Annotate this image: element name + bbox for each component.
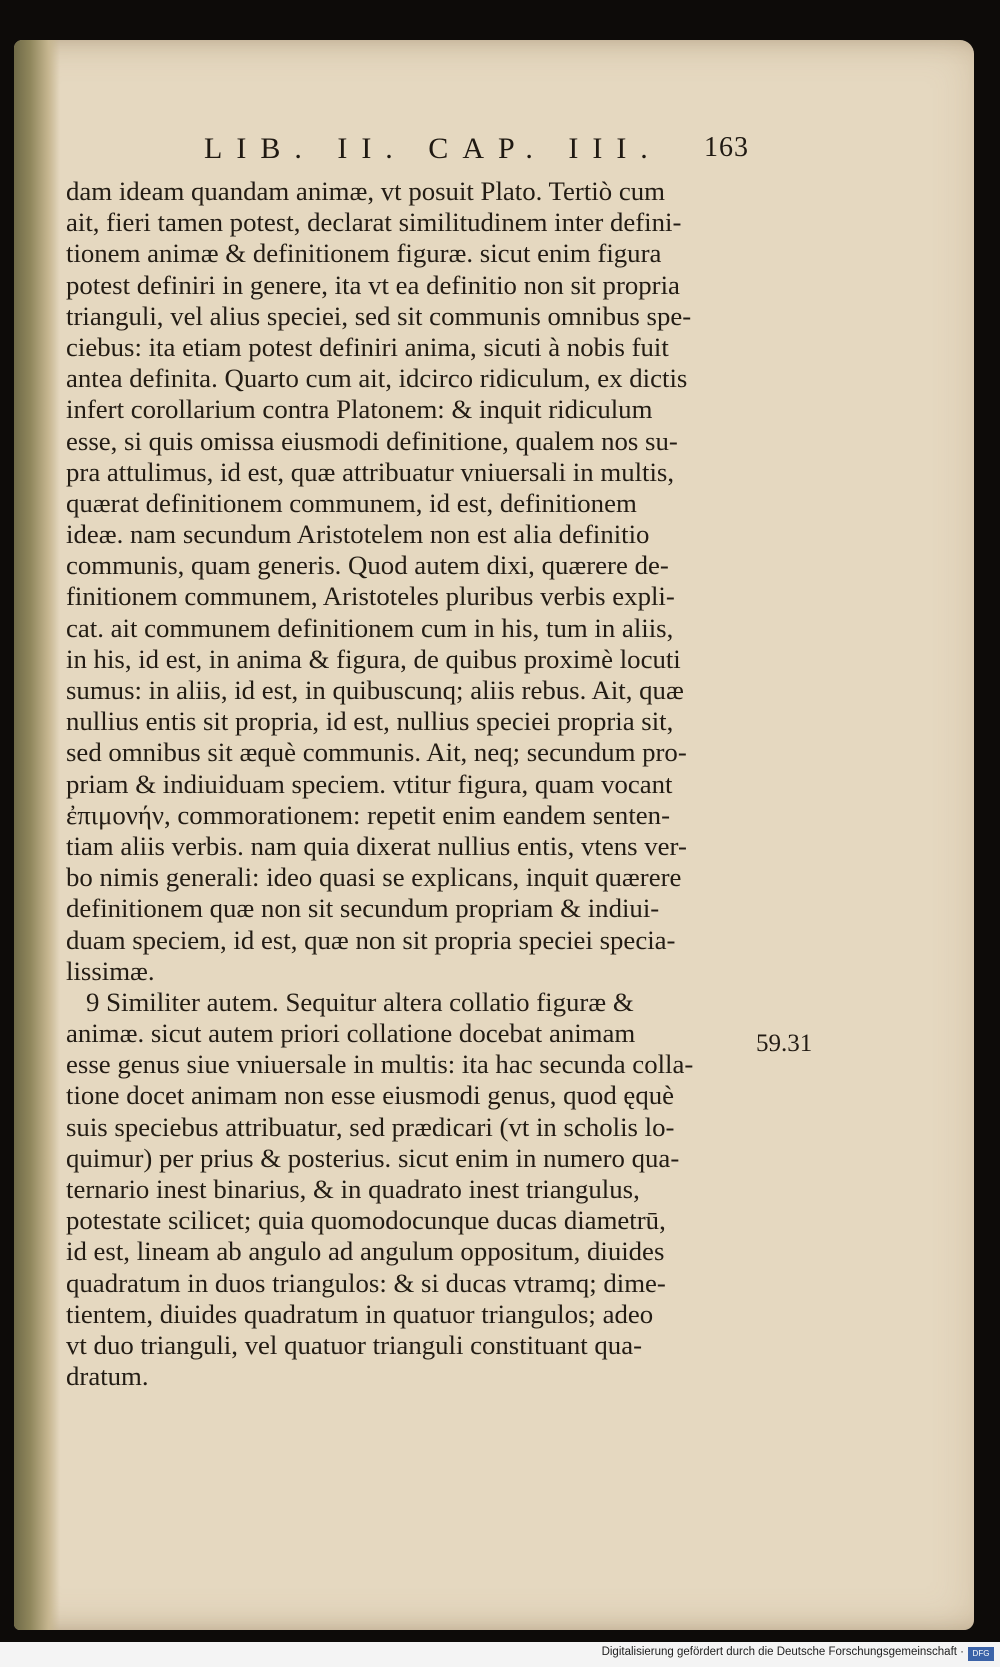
text-line: lissimæ. xyxy=(66,955,155,986)
running-head: LIB. II. CAP. III. xyxy=(204,132,662,165)
text-line: esse, si quis omissa eiusmodi definitione, qualem nos su- xyxy=(66,425,678,456)
text-line: duam speciem, id est, quæ non sit propria speciei specia- xyxy=(66,924,676,955)
page-number: 163 xyxy=(704,132,749,163)
text-line: trianguli, vel alius speciei, sed sit communis omnibus spe- xyxy=(66,300,692,331)
text-line: infert corollarium contra Platonem: & inquit ridiculum xyxy=(66,394,653,425)
text-line: tientem, diuides quadratum in quatuor triangulos; adeo xyxy=(66,1298,654,1329)
text-line: ciebus: ita etiam potest definiri anima, sicuti à nobis fuit xyxy=(66,331,669,362)
text-line: ἐπιμονήν, commorationem: repetit enim eandem senten- xyxy=(66,799,670,830)
text-line: bo nimis generali: ideo quasi se explicans, inquit quærere xyxy=(66,862,682,893)
text-line: quimur) per prius & posterius. sicut enim in numero qua- xyxy=(66,1142,680,1173)
text-line: esse genus siue vniuersale in multis: ita hac secunda colla- xyxy=(66,1049,694,1080)
footer-strip xyxy=(0,1642,1000,1667)
text-line: quærat definitionem communem, id est, definitionem xyxy=(66,487,637,518)
text-line: cat. ait communem definitionem cum in his, tum in aliis, xyxy=(66,612,674,643)
text-line: id est, lineam ab angulo ad angulum oppositum, diuides xyxy=(66,1236,665,1267)
text-line: quadratum in duos triangulos: & si ducas vtramq; dime- xyxy=(66,1267,666,1298)
text-line: potestate scilicet; quia quomodocunque ducas diametrū, xyxy=(66,1205,666,1236)
binding-gutter xyxy=(14,40,60,1630)
text-line: priam & indiuiduam speciem. vtitur figura, quam vocant xyxy=(66,768,673,799)
text-line: animæ. sicut autem priori collatione docebat animam xyxy=(66,1018,636,1049)
text-line: finitionem communem, Aristoteles pluribus verbis expli- xyxy=(66,581,675,612)
text-line: sumus: in aliis, id est, in quibuscunq; aliis rebus. Ait, quæ xyxy=(66,675,684,705)
text-line: dratum. xyxy=(66,1361,149,1392)
text-line: vt duo trianguli, vel quatuor trianguli constituant qua- xyxy=(66,1329,643,1360)
text-line: ideæ. nam secundum Aristotelem non est alia definitio xyxy=(66,519,650,550)
text-line: suis speciebus attribuatur, sed prædicari (vt in scholis lo- xyxy=(66,1111,675,1142)
text-line: nullius entis sit propria, id est, nullius speciei propria sit, xyxy=(66,706,674,737)
dfg-logo-icon: DFG xyxy=(968,1647,994,1661)
text-block xyxy=(66,176,746,1392)
text-line: definitionem quæ non sit secundum propriam & indiui- xyxy=(66,893,660,924)
text-line: antea definita. Quarto cum ait, idcirco ridiculum, ex dictis xyxy=(66,363,688,394)
text-line: dam ideam quandam animæ, vt posuit Plato. Tertiò cum xyxy=(66,176,665,206)
book-page xyxy=(14,40,974,1630)
text-line: in his, id est, in anima & figura, de quibus proximè locuti xyxy=(66,643,681,674)
text-line: tione docet animam non esse eiusmodi genus, quod ęquè xyxy=(66,1080,675,1111)
text-line: 9 Similiter autem. Sequitur altera collatio figuræ & xyxy=(86,986,634,1017)
text-line: tionem animæ & definitionem figuræ. sicut enim figura xyxy=(66,238,662,269)
text-line: potest definiri in genere, ita vt ea definitio non sit propria xyxy=(66,269,680,300)
text-line: sed omnibus sit æquè communis. Ait, neq; secundum pro- xyxy=(66,737,687,768)
text-line: tiam aliis verbis. nam quia dixerat nullius entis, vtens ver- xyxy=(66,830,687,861)
marginal-note: 59.31 xyxy=(756,1030,813,1057)
text-line: communis, quam generis. Quod autem dixi, quærere de- xyxy=(66,550,669,581)
text-line: pra attulimus, id est, quæ attribuatur vniuersali in multis, xyxy=(66,456,675,487)
text-line: ternario inest binarius, & in quadrato inest triangulus, xyxy=(66,1174,640,1204)
text-line: ait, fieri tamen potest, declarat similitudinem inter defini- xyxy=(66,207,682,238)
footer-credit: Digitalisierung gefördert durch die Deutsche Forschungsgemeinschaft · xyxy=(601,1646,964,1658)
